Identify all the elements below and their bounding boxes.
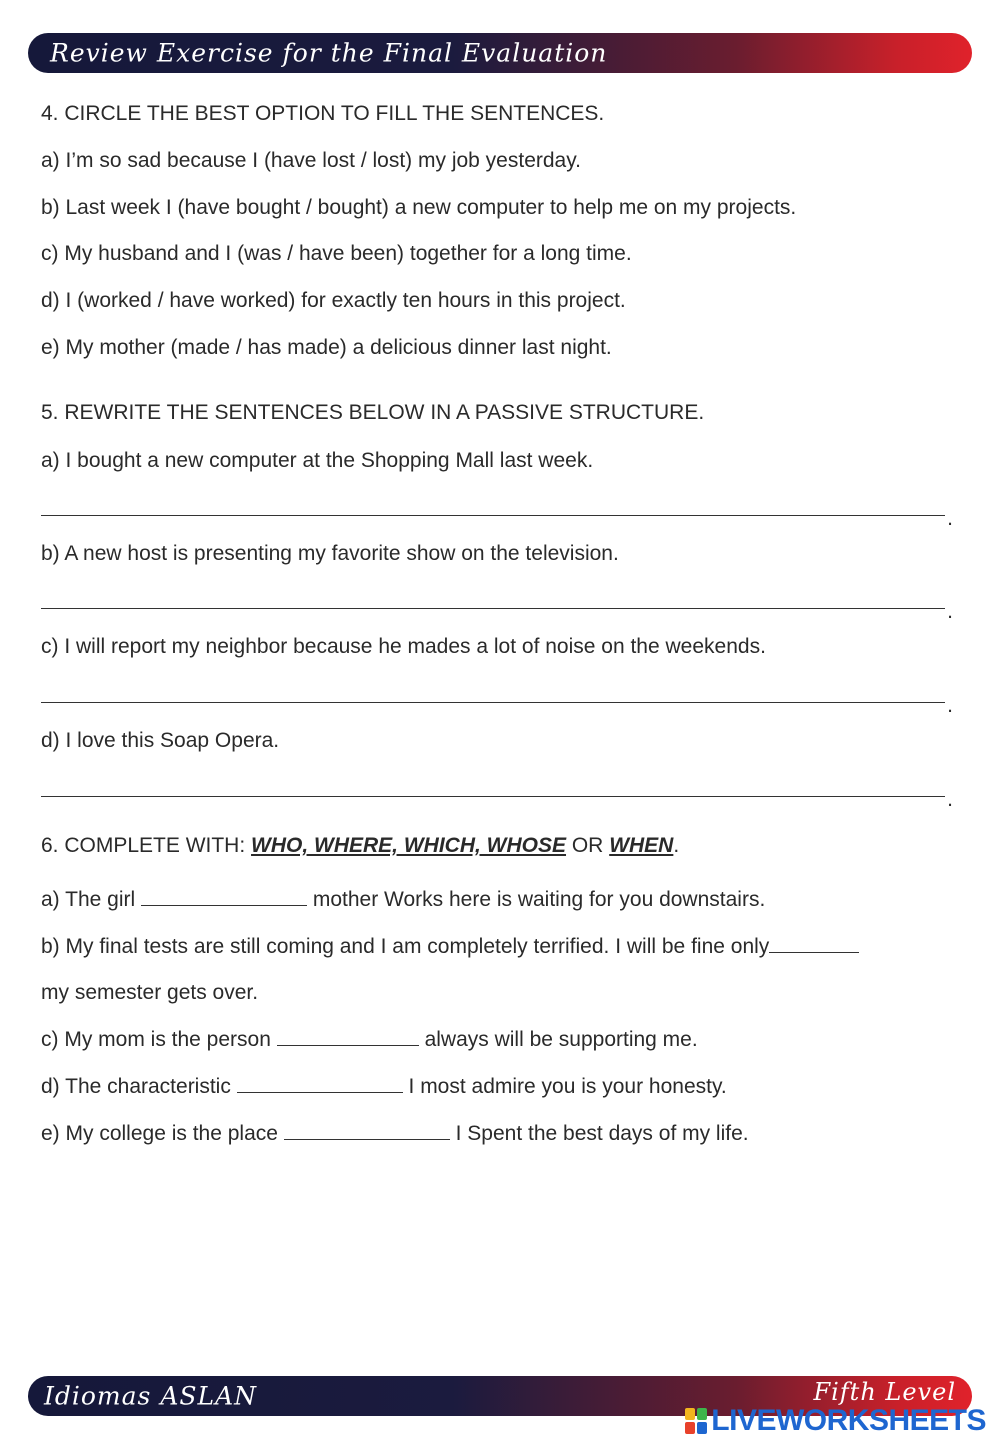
liveworksheets-logo-icon [685,1408,707,1434]
item-a-pre: a) The girl [41,888,141,911]
section-6-item-b [41,934,859,959]
item-c-post: always will be supporting me. [418,1028,698,1051]
section-5-item-b: b) A new host is presenting my favorite show on the television. [41,542,619,565]
blank-d[interactable] [237,1074,403,1093]
item-d-post: I most admire you is your honesty. [402,1075,727,1098]
header-banner [28,33,972,73]
liveworksheets-watermark[interactable] [685,1404,986,1438]
section-4-item-c: c) My husband and I (was / have been) together for a long time. [41,242,632,265]
section-6-item-a [41,887,765,912]
answer-line-d[interactable] [41,788,953,811]
item-e-post: I Spent the best days of my life. [449,1122,749,1145]
item-b-pre: b) My final tests are still coming and I am completely terrified. I will be fine only [41,935,770,958]
blank-e[interactable] [284,1121,450,1140]
section-5-item-c: c) I will report my neighbor because he mades a lot of noise on the weekends. [41,635,766,658]
level-label: Fifth Level [813,1378,956,1406]
blank-c[interactable] [277,1027,419,1046]
section-5-item-a: a) I bought a new computer at the Shopping Mall last week. [41,449,594,472]
section-6-heading-prefix: 6. COMPLETE WITH: [41,834,252,857]
section-5-heading: 5. REWRITE THE SENTENCES BELOW IN A PASSIVE STRUCTURE. [41,401,705,424]
section-6-item-e [41,1121,749,1146]
item-a-post: mother Works here is waiting for you downstairs. [307,888,766,911]
worksheet-title: Review Exercise for the Final Evaluation [50,38,608,68]
section-4-item-a: a) I’m so sad because I (have lost / lost) my job yesterday. [41,149,582,172]
section-5-item-d: d) I love this Soap Opera. [41,729,280,752]
keywords: WHO, WHERE, WHICH, WHOSE [251,834,567,857]
section-6-item-d [41,1074,727,1099]
item-d-pre: d) The characteristic [41,1075,237,1098]
blank-a[interactable] [141,887,307,906]
answer-line-b[interactable] [41,600,953,623]
section-6-heading [41,834,679,858]
school-name: Idiomas ASLAN [44,1381,258,1411]
answer-line-end: . [947,600,953,623]
section-4-item-e: e) My mother (made / has made) a delicious dinner last night. [41,336,612,359]
section-4-item-b: b) Last week I (have bought / bought) a new computer to help me on my projects. [41,196,797,219]
section-6-item-c [41,1027,698,1052]
answer-line-c[interactable] [41,694,953,717]
heading-end: . [673,834,680,857]
section-6-item-b-continued: my semester gets over. [41,981,259,1004]
answer-line-end: . [947,788,953,811]
answer-line-end: . [947,507,953,530]
section-4-heading: 4. CIRCLE THE BEST OPTION TO FILL THE SENTENCES. [41,102,605,125]
item-c-pre: c) My mom is the person [41,1028,277,1051]
watermark-text: LIVEWORKSHEETS [711,1404,986,1437]
heading-or: OR [566,834,610,857]
section-4-item-d: d) I (worked / have worked) for exactly ten hours in this project. [41,289,626,312]
item-e-pre: e) My college is the place [41,1122,284,1145]
keyword-when: WHEN [609,834,674,857]
answer-line-a[interactable] [41,507,953,530]
answer-line-end: . [947,694,953,717]
blank-b[interactable] [769,934,859,953]
